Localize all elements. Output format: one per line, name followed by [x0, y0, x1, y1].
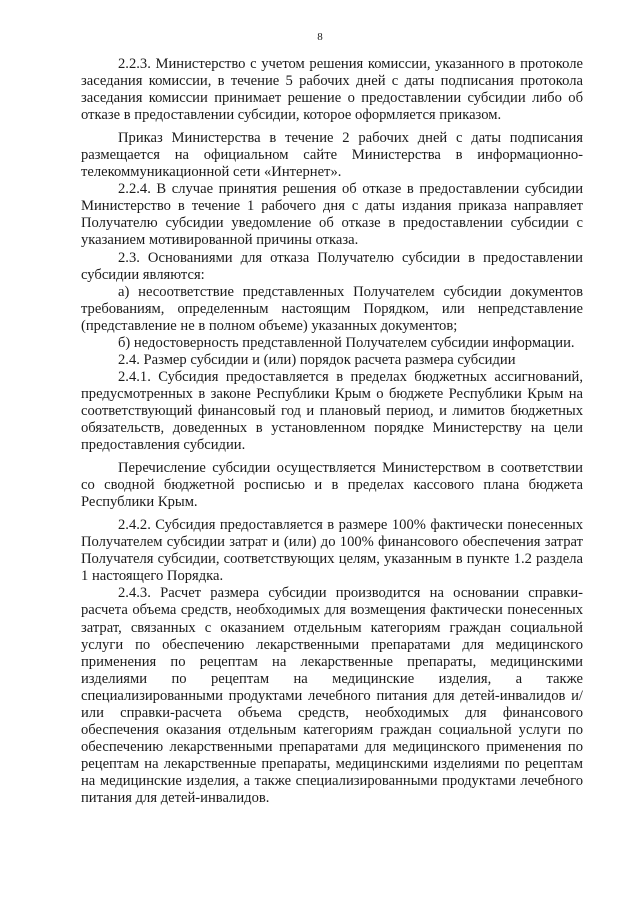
- document-body: [81, 56, 583, 807]
- paragraph-2-2-3: 2.2.3. Министерство с учетом решения комиссии, указанного в протоколе заседания комиссии, в течение 5 рабочих дней с даты подписания протокола заседания комиссии принимает решение о предоставлении субсидии либо об отказе в предоставлении субсидии, которое оформляется приказом.: [81, 56, 583, 124]
- paragraph-2-4-3: 2.4.3. Расчет размера субсидии производится на основании справки-расчета объема средств, необходимых для возмещения фактически понесенных затрат, связанных с оказанием отдельным категориям граждан социальной услуги по обеспечению лекарственными препаратами для медицинского применения по рецептам на лекарственные препараты, медицинскими изделиями по рецептам на медицинские изделия, а также специализированными продуктами лечебного питания для детей-инвалидов и/или справки-расчета объема средств, необходимых для финансового обеспечения оказания отдельным категориям граждан социальной услуги по обеспечению лекарственными препаратами для медицинского применения по рецептам на лекарственные препараты, медицинскими изделиями по рецептам на медицинские изделия, а также специализированными продуктами лечебного питания для детей-инвалидов.: [81, 585, 583, 806]
- list-item-b: б) недостоверность представленной Получателем субсидии информации.: [118, 334, 575, 351]
- paragraph-2-3: 2.3. Основаниями для отказа Получателю субсидии в предоставлении субсидии являются:: [81, 249, 583, 283]
- paragraph-2-2-4: 2.2.4. В случае принятия решения об отказе в предоставлении субсидии Министерство в течение 1 рабочего дня с даты издания приказа направляет Получателю субсидии уведомление об отказе в предоставлении субсидии с указанием мотивированной причины отказа.: [81, 181, 583, 249]
- paragraph-transfer: Перечисление субсидии осуществляется Министерством в соответствии со сводной бюджетной росписью и в пределах кассового плана бюджета Республики Крым.: [81, 460, 583, 511]
- paragraph-order-publication: Приказ Министерства в течение 2 рабочих дней с даты подписания размещается на официальном сайте Министерства в информационно-телекоммуникационной сети «Интернет».: [81, 130, 583, 181]
- paragraph-2-4-2: 2.4.2. Субсидия предоставляется в размере 100% фактически понесенных Получателем субсидии затрат и (или) до 100% финансового обеспечения затрат Получателя субсидии, соответствующих целям, указанным в пункте 1.2 раздела 1 настоящего Порядка.: [81, 517, 583, 585]
- page-number: 8: [317, 31, 323, 43]
- list-item-a: а) несоответствие представленных Получателем субсидии документов требованиям, определенным настоящим Порядком, или непредставление (представление не в полном объеме) указанных документов;: [81, 283, 583, 334]
- paragraph-2-4-1: 2.4.1. Субсидия предоставляется в пределах бюджетных ассигнований, предусмотренных в законе Республики Крым о бюджете Республики Крым на соответствующий финансовый год и плановый период, и лимитов бюджетных обязательств, доведенных в установленном порядке Министерству на цели предоставления субсидии.: [81, 368, 583, 454]
- paragraph-2-4: 2.4. Размер субсидии и (или) порядок расчета размера субсидии: [118, 351, 516, 368]
